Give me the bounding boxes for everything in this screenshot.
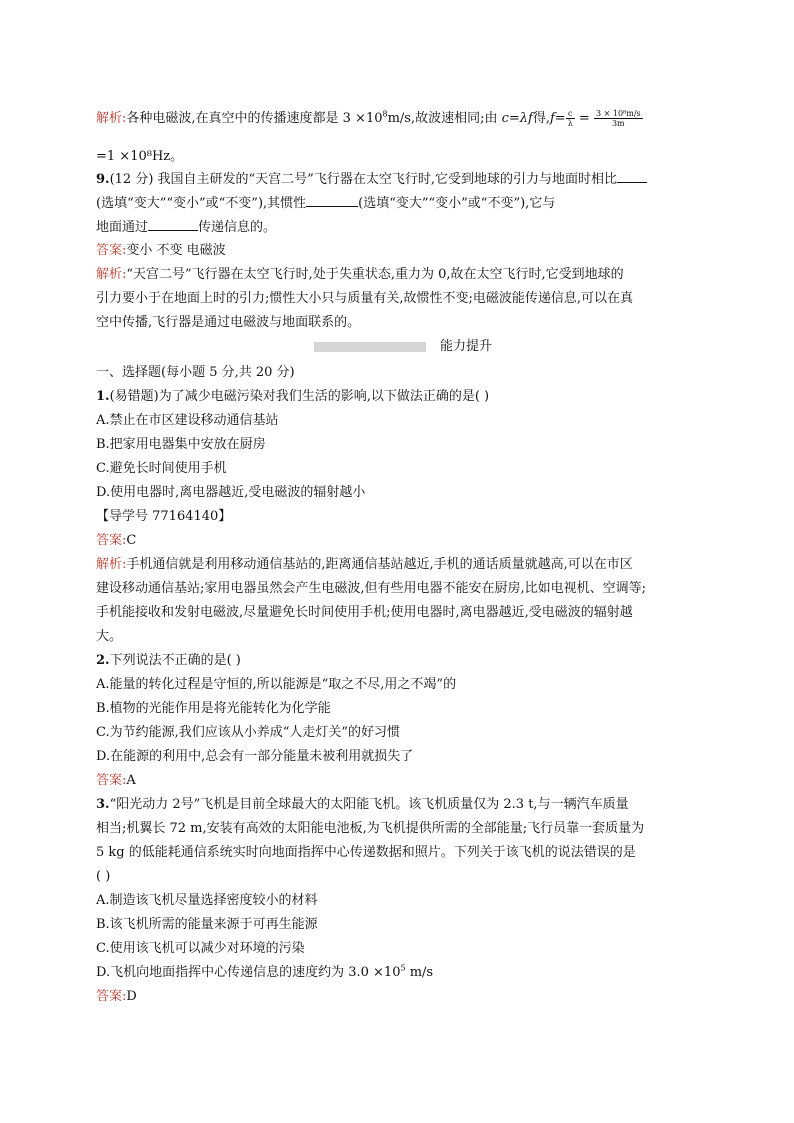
q9-analysis-line2: 引力要小于在地面上时的引力;惯性大小只与质量有关,故惯性不变;电磁波能传递信息,可以在真 (96, 291, 634, 306)
fraction-speed-over-wavelength: $\frac{\text{3 × 10⁸m/s}}{3m}$ (595, 109, 641, 128)
q1-option-d: D.使用电器时,离电器越近,受电磁波的辐射越小 (96, 485, 366, 500)
analysis-label: 解析: (96, 557, 127, 572)
question-number: 9. (96, 172, 110, 187)
q9-line1: 9.(12 分) 我国自主研发的“天宫二号”飞行器在太空飞行时,它受到地球的引力与地面时相比 (96, 168, 647, 191)
q1-answer: 答案:C (96, 533, 137, 548)
q3-option-a: A.制造该飞机尽量选择密度较小的材料 (96, 893, 318, 908)
q2-option-a: A.能量的转化过程是守恒的,所以能源是“取之不尽,用之不竭”的 (96, 677, 457, 692)
answer-label: 答案: (96, 773, 127, 788)
q8-analysis-line1: 解析:各种电磁波,在真空中的传播速度都是 $3 \times 10^8m/s$,故波速相同;由 c=λf得,f= $\frac{c}{\lambda}$ = $\frac{\text{3 × 10⁸m/s}}{3m}$ (96, 109, 641, 128)
exponent: 8 (382, 109, 388, 119)
answer-label: 答案: (96, 243, 127, 258)
question-number: 2. (96, 653, 110, 668)
analysis-label: 解析: (96, 267, 127, 282)
question-number: 1. (96, 389, 110, 404)
analysis-text: 各种电磁波,在真空中的传播速度都是 3 ×10 (126, 111, 383, 126)
q1-analysis-line1: 解析:手机通信就是利用移动通信基站的,距离通信基站越近,手机的通话质量就越高,可以在市区 (96, 557, 633, 572)
q3-option-c: C.使用该飞机可以减少对环境的污染 (96, 941, 305, 956)
q2-option-c: C.为节约能源,我们应该从小养成“人走灯关”的好习惯 (96, 725, 401, 740)
q8-analysis-line2: =1 ×10⁸Hz。 (96, 149, 184, 164)
answer-label: 答案: (96, 533, 127, 548)
q1-analysis-line2: 建设移动通信基站;家用电器虽然会产生电磁波,但有些用电器不能安在厨房,比如电视机、空调等; (96, 581, 647, 596)
q2-answer: 答案:A (96, 773, 136, 788)
q1-stem: 1.(易错题)为了减少电磁污染对我们生活的影响,以下做法正确的是( ) (96, 389, 490, 404)
q9-line2: (选填“变大”“变小”或“不变”),其惯性 (选填“变大”“变小”或“不变”),它与 (96, 192, 555, 215)
q3-option-d: D.飞机向地面指挥中心传递信息的速度约为 $3.0 \times 10^5$ m/s (96, 963, 434, 980)
q1-analysis-line3: 手机能接收和发射电磁波,尽量避免长时间使用手机;使用电器时,离电器越近,受电磁波的辐射越 (96, 605, 633, 620)
q3-line3: 5 kg 的低能耗通信系统实时向地面指挥中心传递数据和照片。下列关于该飞机的说法错误的是 (96, 845, 636, 860)
q9-analysis-line1: 解析:“天宫二号”飞行器在太空飞行时,处于失重状态,重力为 0,故在太空飞行时,它受到地球的 (96, 267, 624, 282)
q9-answer: 答案:变小 不变 电磁波 (96, 243, 226, 258)
q1-option-b: B.把家用电器集中安放在厨房 (96, 437, 266, 452)
analysis-text: 得, (532, 111, 550, 126)
formula-f: f= (550, 111, 566, 126)
fill-blank (306, 192, 358, 207)
section-title: 能力提升 (439, 339, 492, 354)
q3-line2: 相当;机翼长 72 m,安装有高效的太阳能电池板,为飞机提供所需的全部能量;飞行员靠一套质量为 (96, 821, 645, 836)
q3-line4: ( ) (96, 869, 111, 884)
fill-blank (148, 216, 198, 231)
q1-option-a: A.禁止在市区建设移动通信基站 (96, 413, 279, 428)
q2-stem: 2.下列说法不正确的是( ) (96, 653, 241, 668)
part-title: 一、选择题(每小题 5 分,共 20 分) (96, 365, 295, 380)
fill-blank (617, 168, 647, 183)
fraction-c-over-lambda: $\frac{c}{\lambda}$ (567, 109, 573, 128)
analysis-label: 解析: (96, 111, 127, 126)
q1-analysis-line4: 大。 (96, 629, 123, 644)
question-number: 3. (96, 797, 110, 812)
q1-option-c: C.避免长时间使用手机 (96, 461, 227, 476)
q2-option-b: B.植物的光能作用是将光能转化为化学能 (96, 701, 331, 716)
q2-option-d: D.在能源的利用中,总会有一部分能量未被利用就损失了 (96, 749, 414, 764)
q3-answer: 答案:D (96, 989, 137, 1004)
answer-label: 答案: (96, 989, 127, 1004)
q3-line1: 3.“阳光动力 2号”飞机是目前全球最大的太阳能飞机。该飞机质量仅为 2.3 t,与一辆汽车质量 (96, 797, 629, 812)
q9-line3: 地面通过 传递信息的。 (96, 216, 276, 239)
guide-number: 【导学号 77164140】 (96, 509, 232, 524)
exponent: 5 (400, 963, 406, 973)
analysis-text: m/s,故波速相同;由 (387, 111, 502, 126)
q3-option-b: B.该飞机所需的能量来源于可再生能源 (96, 917, 318, 932)
q9-analysis-line3: 空中传播,飞行器是通过电磁波与地面联系的。 (96, 315, 361, 330)
formula-c: c=λf (501, 111, 533, 126)
